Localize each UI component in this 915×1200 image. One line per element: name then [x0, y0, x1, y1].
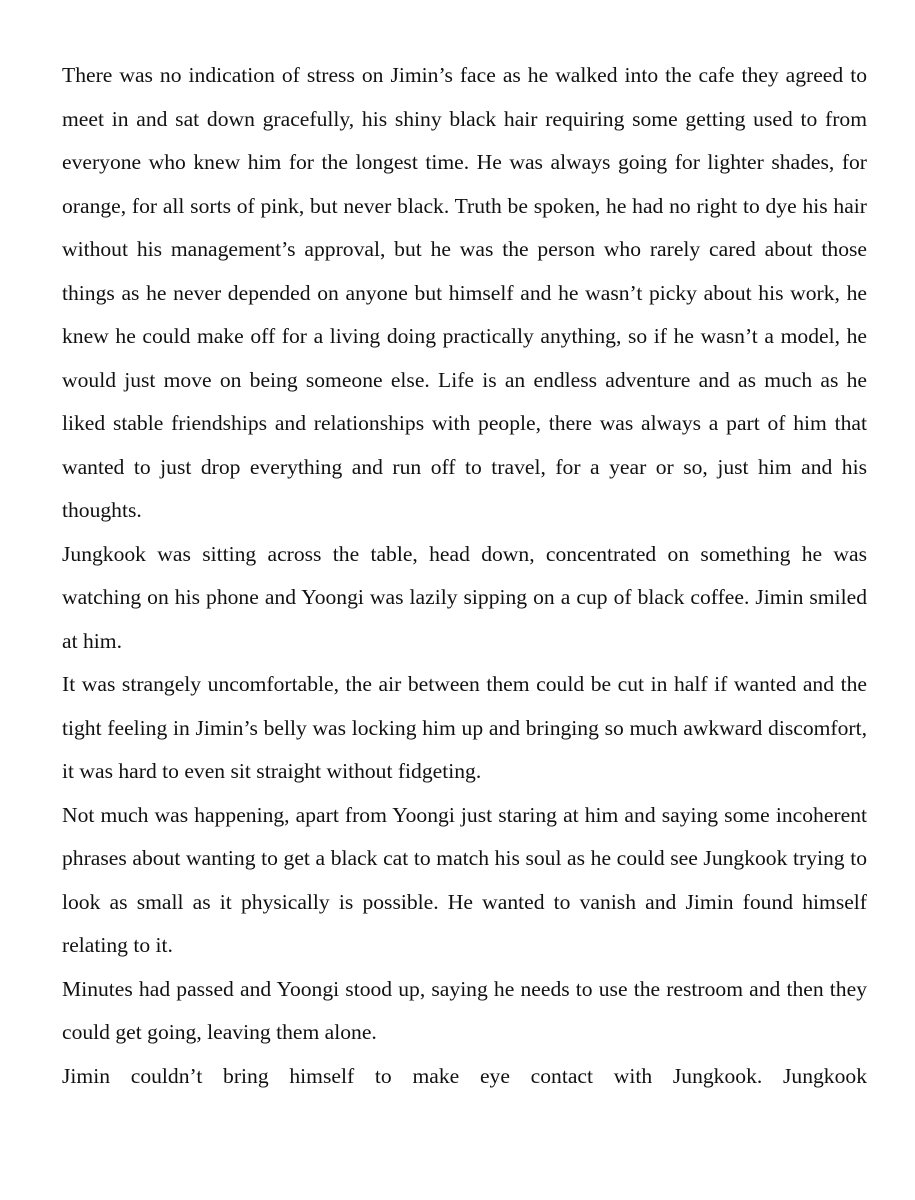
- paragraph-3: It was strangely uncomfortable, the air between them could be cut in half if wanted and the tight feeling in Jimin’s belly was locking him up and bringing so much awkward discomfort, it was hard to even sit straight without fidgeting.: [62, 672, 867, 783]
- paragraph-4: Not much was happening, apart from Yoongi just staring at him and saying some incoherent phrases about wanting to get a black cat to match his soul as he could see Jungkook trying to look as small as it physically is possible. He wanted to vanish and Jimin found himself relating to it.: [62, 802, 867, 957]
- document-page: [62, 54, 867, 1098]
- paragraph-6: Jimin couldn’t bring himself to make eye contact with Jungkook. Jungkook: [62, 1063, 867, 1088]
- paragraph-5: Minutes had passed and Yoongi stood up, saying he needs to use the restroom and then they could get going, leaving them alone.: [62, 976, 867, 1044]
- paragraph-2: Jungkook was sitting across the table, head down, concentrated on something he was watching on his phone and Yoongi was lazily sipping on a cup of black coffee. Jimin smiled at him.: [62, 541, 867, 653]
- paragraph-1: There was no indication of stress on Jimin’s face as he walked into the cafe they agreed to meet in and sat down gracefully, his shiny black hair requiring some getting used to from everyone who knew him for the longest time. He was always going for lighter shades, for orange, for all sorts of pink, but never black. Truth be spoken, he had no right to dye his hair without his management’s approval, but he was the person who rarely cared about those things as he never depended on anyone but himself and he wasn’t picky about his work, he knew he could make off for a living doing practically anything, so if he wasn’t a model, he would just move on being someone else. Life is an endless adventure and as much as he liked stable friendships and relationships with people, there was always a part of him that wanted to just drop everything and run off to travel, for a year or so, just him and his thoughts.: [62, 63, 867, 522]
